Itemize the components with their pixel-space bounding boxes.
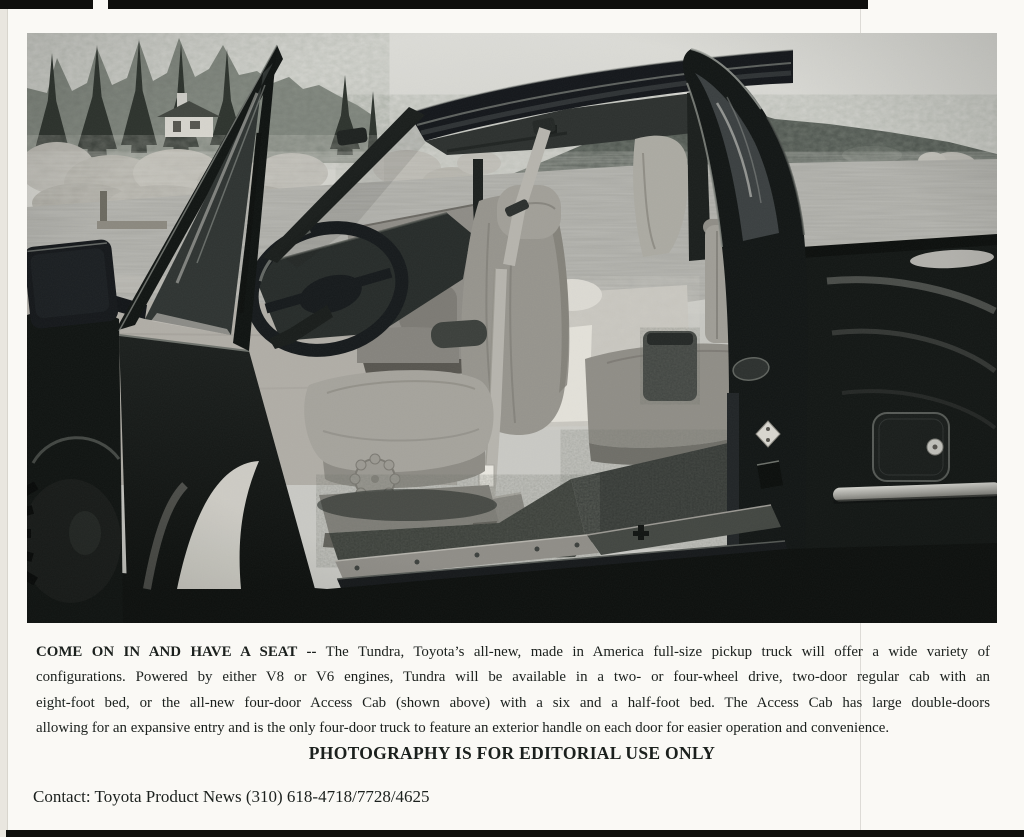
scan-artifact-top-bar-gap (93, 0, 108, 9)
paper-edge-left (0, 0, 8, 837)
editorial-use-notice: PHOTOGRAPHY IS FOR EDITORIAL USE ONLY (308, 743, 716, 763)
caption-line-3: eight-foot bed, or the all-new four-door Access Cab (shown above) with a six and a half-foot bed. The Access Cab has large double-doors (36, 694, 990, 711)
scan-artifact-bottom-bar (6, 830, 1024, 837)
caption-line-1 (36, 640, 990, 665)
scan-artifact-top-bar (0, 0, 868, 9)
caption-line-4: allowing for an expansive entry and is the only four-door truck to feature an exterior handle on each door for easier operation and convenience. (36, 720, 890, 737)
caption-lead: COME ON IN AND HAVE A SEAT -- (36, 644, 317, 660)
press-photo (27, 33, 997, 623)
photo-caption (36, 640, 990, 742)
caption-line-1-text: The Tundra, Toyota’s all-new, made in America full-size pickup truck will offer a wide variety of (316, 644, 990, 660)
vignette (27, 33, 997, 623)
caption-line-2: configurations. Powered by either V8 or V6 engines, Tundra will be available in a two- or four-wheel drive, two-door regular cab with an (36, 669, 990, 686)
contact-line: Contact: Toyota Product News (310) 618-4718/7728/4625 (33, 787, 430, 806)
